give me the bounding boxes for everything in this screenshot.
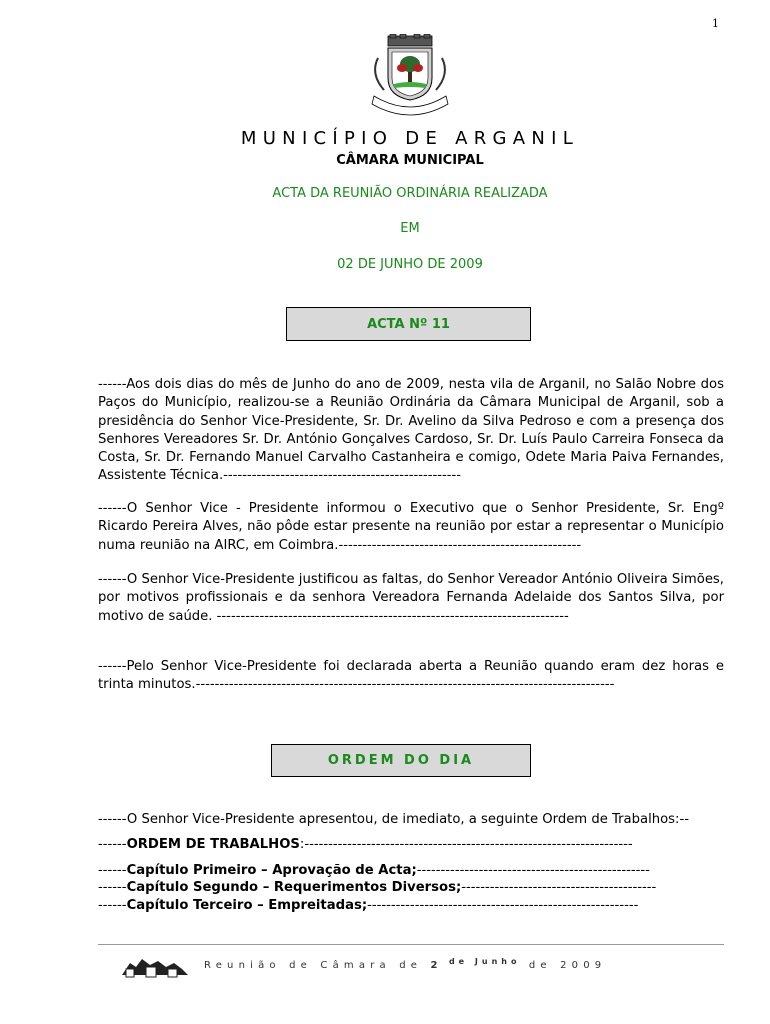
footer-date-month: de Junho xyxy=(448,957,521,966)
ordem-do-dia-box xyxy=(271,744,531,777)
paragraph-opening: ------Aos dois dias do mês de Junho do ano de 2009, nesta vila de Arganil, no Salão Nobre dos Paços do Município, realizou-se a Reunião Ordinária da Câmara Municipal de Arganil, sob a presidência do Senhor Vice-Presidente, Sr. Dr. Avelino da Silva Pedroso e com a presença dos Senhores Vereadores Sr. Dr. António Gonçalves Cardoso, Sr. Dr. Luís Paulo Carreira Fonseca da Costa, Sr. Dr. Fernando Manuel Carvalho Castanheira e comigo, Odete Maria Paiva Fernandes, Assistente Técnica.-------------------------------------------------- xyxy=(98,377,724,484)
ordem-do-dia-label: ORDEM DO DIA xyxy=(327,753,475,768)
document-subtitle: CÂMARA MUNICIPAL xyxy=(336,153,484,168)
agenda-ot-suffix: :--------------------------------------------------------------------- xyxy=(299,837,633,852)
heading-line-2: EM xyxy=(400,221,420,236)
agenda-ot-prefix: ------ xyxy=(98,837,127,852)
town-sketch-icon xyxy=(120,953,190,979)
agenda-chapter-1 xyxy=(98,862,724,879)
paragraph-president-absence: ------O Senhor Vice - Presidente informou o Executivo que o Senhor Presidente, Sr. Engº Ricardo Pereira Alves, não pôde estar presente na reunião por estar a representar o Município numa reunião na AIRC, em Coimbra.--------------------------------------------------- xyxy=(98,501,724,553)
document-title: MUNICÍPIO DE ARGANIL xyxy=(240,128,580,149)
acta-number-label: ACTA Nº 11 xyxy=(367,316,450,332)
footer-date-day: 2 xyxy=(430,960,442,971)
footer-post: de 2009 xyxy=(520,960,607,971)
footer-date xyxy=(430,957,521,971)
agenda-ordem-trabalhos xyxy=(98,836,724,854)
heading-date: 02 DE JUNHO DE 2009 xyxy=(337,257,483,272)
chapter-1-label: Capítulo Primeiro – Aprovação de Acta; xyxy=(126,863,417,878)
agenda-chapter-3 xyxy=(98,897,724,914)
paragraph-absences: ------O Senhor Vice-Presidente justificou as faltas, do Senhor Vereador António Oliveira Simões, por motivos profissionais e da senhora Vereadora Fernanda Adelaide dos Santos Silva, por motivo de saúde. -------------------------------------------------------------------------- xyxy=(98,572,724,624)
agenda-intro: ------O Senhor Vice-Presidente apresentou, de imediato, a seguinte Ordem de Trabalhos:-- xyxy=(98,812,690,827)
chapter-2-prefix: ------ xyxy=(98,880,127,896)
agenda-chapter-2 xyxy=(98,879,724,896)
chapter-2-label: Capítulo Segundo – Requerimentos Diversos; xyxy=(126,880,462,896)
agenda-chapter-list xyxy=(98,862,724,914)
acta-number-box xyxy=(286,307,531,341)
page-number: 1 xyxy=(712,17,719,30)
chapter-2-suffix: ----------------------------------------- xyxy=(461,880,657,896)
chapter-1-suffix: ------------------------------------------------- xyxy=(416,863,650,878)
footer-divider xyxy=(98,944,724,945)
footer-caption xyxy=(204,957,607,971)
chapter-3-prefix: ------ xyxy=(98,897,127,913)
paragraph-opening-time: ------Pelo Senhor Vice-Presidente foi declarada aberta a Reunião quando eram dez horas e trinta minutos.---------------------------------------------------------------------------------------- xyxy=(98,659,724,693)
heading-line-1: ACTA DA REUNIÃO ORDINÁRIA REALIZADA xyxy=(272,186,548,201)
agenda-ot-label: ORDEM DE TRABALHOS xyxy=(126,837,300,852)
chapter-3-label: Capítulo Terceiro – Empreitadas; xyxy=(126,897,368,913)
municipal-crest-logo xyxy=(358,34,462,116)
chapter-1-prefix: ------ xyxy=(98,863,127,878)
footer-pre: Reunião de Câmara de xyxy=(204,960,431,971)
chapter-3-suffix: --------------------------------------------------------- xyxy=(367,897,639,913)
